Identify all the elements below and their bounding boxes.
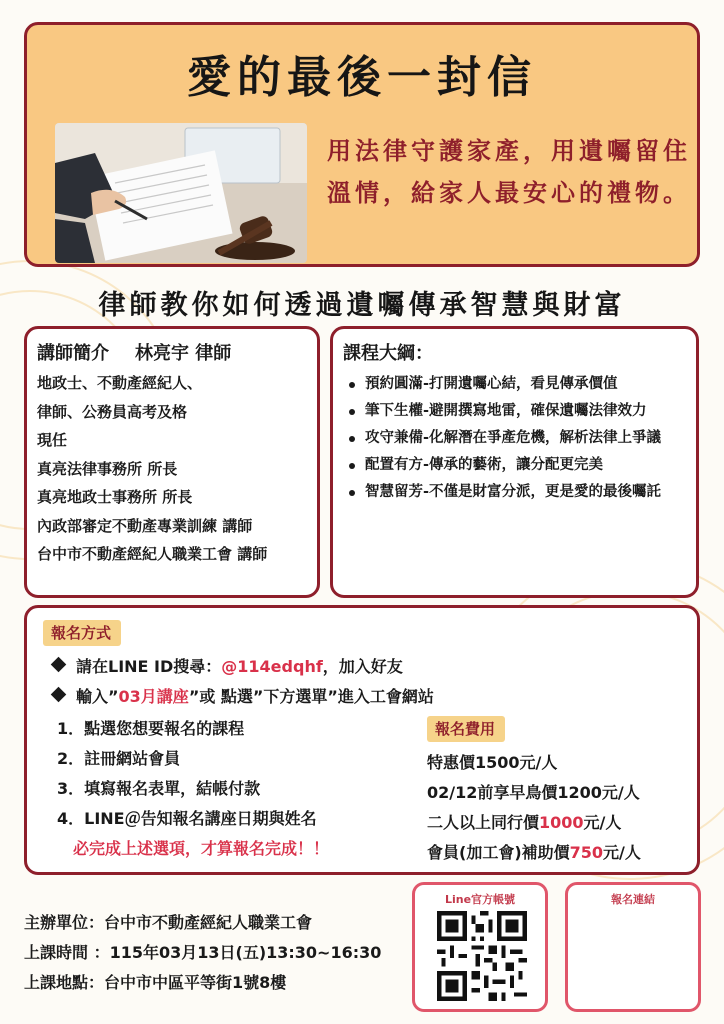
syllabus-item: 智慧留芳-不僅是財富分派，更是愛的最後囑託 (343, 479, 688, 506)
signup-link-card[interactable] (565, 882, 701, 1012)
organizer-info: 主辦單位：台中市不動產經紀人職業工會 (24, 913, 313, 932)
header-banner (24, 22, 700, 267)
instructor-heading: 講師簡介 (37, 343, 109, 364)
completion-warning: 必完成上述選項，才算報名完成！！ (73, 839, 330, 858)
registration-panel (24, 605, 700, 875)
instructor-credential: 地政士、不動產經紀人、 (37, 374, 203, 392)
menu-instruction: 輸入”03月講座”或 點選”下方選單”進入工會網站 (53, 684, 434, 707)
fee-special: 特惠價1500元/人 (427, 753, 558, 772)
fee-early-bird: 02/12前享早鳥價1200元/人 (427, 783, 640, 802)
fee-section (427, 716, 697, 868)
instructor-panel (24, 326, 320, 598)
registration-step: 3．填寫報名表單，結帳付款 (57, 779, 261, 798)
subtitle: 律師教你如何透過遺囑傳承智慧與財富 (98, 290, 626, 321)
schedule-info: 上課時間 ：115年03月13日(五)13:30~16:30 (24, 943, 382, 962)
bullet-icon (349, 382, 355, 388)
fee-member: 會員(加工會)補助價750元/人 (427, 843, 641, 862)
instructor-credential: 真亮地政士事務所 所長 (37, 488, 193, 506)
instructor-credential: 律師、公務員高考及格 (37, 402, 188, 421)
syllabus-item: 預約圓滿-打開遺囑心結，看見傳承價值 (343, 371, 688, 398)
instructor-credential: 台中市不動產經紀人職業工會 講師 (37, 545, 268, 563)
slogan-text: 用法律守護家產，用遺囑留住溫情，給家人最安心的禮物。 (327, 137, 691, 207)
fee-tag: 報名費用 (427, 716, 505, 742)
syllabus-list (343, 371, 688, 506)
signup-link-label: 報名連結 (611, 893, 655, 906)
registration-step: 2．註冊網站會員 (57, 749, 181, 768)
fee-group: 二人以上同行價1000元/人 (427, 813, 622, 832)
diamond-bullet-icon (51, 657, 67, 673)
page-title: 愛的最後一封信 (187, 52, 537, 103)
syllabus-item: 配置有方-傳承的藝術，讓分配更完美 (343, 452, 688, 479)
syllabus-heading: 課程大綱： (343, 343, 433, 364)
bullet-icon (349, 463, 355, 469)
syllabus-panel (330, 326, 699, 598)
line-official-qr-card[interactable] (412, 882, 548, 1012)
qr-code-icon[interactable] (437, 911, 527, 1001)
registration-step: 1．點選您想要報名的課程 (57, 719, 245, 738)
bullet-icon (349, 436, 355, 442)
line-id[interactable]: @114edqhf (221, 657, 323, 676)
lawyer-signing-photo (55, 123, 307, 263)
diamond-bullet-icon (51, 687, 67, 703)
registration-tag: 報名方式 (43, 620, 121, 646)
location-info: 上課地點：台中市中區平等街1號8樓 (24, 973, 287, 992)
line-official-label: Line官方帳號 (444, 893, 516, 906)
syllabus-item: 筆下生權-避開撰寫地雷，確保遺囑法律效力 (343, 398, 688, 425)
bullet-icon (349, 409, 355, 415)
instructor-credential: 真亮法律事務所 所長 (37, 459, 178, 478)
registration-step: 4．LINE＠告知報名講座日期與姓名 (57, 809, 317, 828)
instructor-name: 林亮宇 律師 (135, 343, 232, 364)
syllabus-item: 攻守兼備-化解潛在爭產危機，解析法律上爭議 (343, 425, 688, 452)
bullet-icon (349, 490, 355, 496)
instructor-credential: 現任 (37, 431, 68, 449)
instructor-credential: 內政部審定不動產專業訓練 講師 (37, 516, 253, 535)
line-search-instruction: 請在LINE ID搜尋：@114edqhf，加入好友 (53, 654, 403, 677)
